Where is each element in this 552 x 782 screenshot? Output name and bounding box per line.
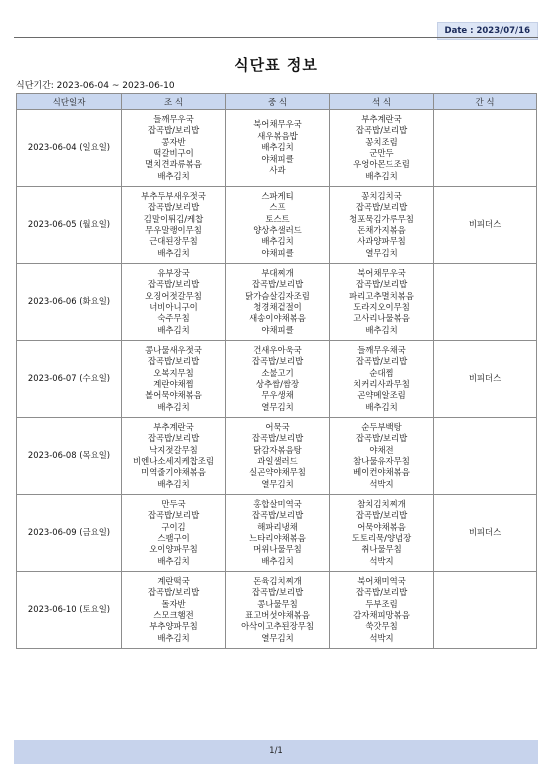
menu-item: 북어채무우국 — [253, 119, 302, 130]
breakfast-cell — [122, 264, 226, 341]
menu-item: 부추두부새우젓국 — [141, 190, 206, 201]
menu-item: 석박지 — [369, 478, 394, 489]
menu-item: 부추계란국 — [153, 421, 194, 432]
menu-item: 꽁치조림 — [365, 136, 398, 147]
menu-item: 곤약메알조림 — [357, 390, 406, 401]
column-header-dinner: 석 식 — [330, 94, 434, 110]
menu-item: 청경채겉절이 — [253, 302, 302, 312]
snack-cell: 비피더스 — [434, 495, 537, 572]
menu-item: 군만두 — [369, 148, 394, 158]
menu-item: 배추김치 — [157, 170, 190, 181]
breakfast-cell — [122, 495, 226, 572]
menu-item: 새송이야채볶음 — [249, 313, 306, 324]
page-number: 1/1 — [269, 746, 283, 756]
table-row — [17, 495, 537, 572]
menu-item: 배추김치 — [365, 401, 398, 412]
menu-item: 구이김 — [161, 521, 186, 532]
snack-cell — [434, 110, 537, 187]
menu-item: 두부조림 — [365, 598, 398, 609]
lunch-cell — [226, 341, 330, 418]
date-badge: Date : 2023/07/16 — [437, 22, 538, 40]
dinner-cell — [330, 110, 434, 187]
menu-item: 사과 — [269, 165, 286, 176]
table-row — [17, 187, 537, 264]
menu-item: 잡곡밥/보리밥 — [147, 202, 200, 213]
menu-item: 부추계란국 — [361, 113, 402, 124]
date-cell: 2023-06-08 (목요일) — [17, 418, 122, 495]
menu-item: 머위나물무침 — [253, 544, 302, 555]
menu-item: 야채피클 — [261, 247, 294, 258]
menu-item: 토스트 — [265, 213, 290, 224]
menu-item: 도토리묵/양념장 — [351, 533, 412, 543]
date-cell: 2023-06-07 (수요일) — [17, 341, 122, 418]
page-title: 식단표 정보 — [234, 56, 318, 74]
menu-item: 배추김치 — [157, 555, 190, 566]
menu-item: 잡곡밥/보리밥 — [251, 510, 304, 521]
menu-item: 오이양파무침 — [149, 544, 198, 555]
table-row — [17, 572, 537, 649]
menu-item: 잡곡밥/보리밥 — [147, 356, 200, 367]
menu-item: 취나물무침 — [361, 544, 402, 555]
menu-item: 도라지오이무침 — [353, 302, 410, 312]
menu-item: 무우말랭이무침 — [145, 225, 202, 235]
menu-item: 낙지젓갈무침 — [149, 444, 198, 455]
dinner-cell — [330, 572, 434, 649]
menu-item: 야채전 — [369, 444, 394, 455]
menu-item: 건새우아욱국 — [253, 344, 302, 355]
menu-item: 스팸구이 — [157, 533, 190, 543]
menu-item: 비엔나소세지케찹조림 — [133, 456, 214, 466]
menu-item: 콩자반 — [161, 136, 186, 147]
date-cell: 2023-06-09 (금요일) — [17, 495, 122, 572]
menu-item: 새우볶음밥 — [257, 130, 298, 141]
menu-item: 숙주무침 — [157, 313, 190, 324]
breakfast-cell — [122, 572, 226, 649]
menu-item: 감자채피망볶음 — [353, 610, 410, 620]
menu-item: 돌자반 — [161, 598, 186, 609]
menu-item: 잡곡밥/보리밥 — [147, 510, 200, 521]
menu-item: 배추김치 — [261, 142, 294, 153]
lunch-cell — [226, 110, 330, 187]
header-divider — [14, 37, 538, 38]
menu-item: 잡곡밥/보리밥 — [355, 356, 408, 367]
breakfast-cell — [122, 110, 226, 187]
table-row — [17, 418, 537, 495]
menu-item: 양상추샐러드 — [253, 225, 302, 235]
menu-item: 들깨무우채국 — [357, 344, 406, 355]
menu-item: 야채피클 — [261, 324, 294, 335]
snack-cell: 비피더스 — [434, 187, 537, 264]
snack-cell — [434, 572, 537, 649]
lunch-cell — [226, 187, 330, 264]
menu-item: 고사리나물볶음 — [353, 313, 410, 324]
menu-item: 배추김치 — [157, 478, 190, 489]
menu-item: 잡곡밥/보리밥 — [251, 587, 304, 598]
menu-item: 만두국 — [161, 498, 186, 509]
menu-item: 배추김치 — [261, 236, 294, 247]
column-header-lunch: 중 식 — [226, 94, 330, 110]
menu-item: 잡곡밥/보리밥 — [147, 433, 200, 444]
menu-item: 근대된장무침 — [149, 236, 198, 247]
snack-cell — [434, 418, 537, 495]
date-cell: 2023-06-06 (화요일) — [17, 264, 122, 341]
menu-item: 어묵국 — [265, 421, 290, 432]
table-row — [17, 110, 537, 187]
lunch-cell — [226, 418, 330, 495]
menu-item: 콩나물무침 — [257, 598, 298, 609]
menu-item: 열무김치 — [261, 632, 294, 643]
menu-item: 잡곡밥/보리밥 — [355, 587, 408, 598]
menu-item: 쑥갓무침 — [365, 621, 398, 632]
menu-table — [16, 93, 537, 649]
menu-item: 스파게티 — [261, 190, 294, 201]
menu-item: 배추김치 — [157, 401, 190, 412]
menu-item: 사과양파무침 — [357, 236, 406, 247]
menu-item: 치커리사과무침 — [353, 379, 410, 389]
menu-item: 참치김치찌개 — [357, 498, 406, 509]
date-cell: 2023-06-05 (월요일) — [17, 187, 122, 264]
menu-item: 돈육김치찌개 — [253, 575, 302, 586]
menu-item: 잡곡밥/보리밥 — [355, 510, 408, 521]
menu-item: 부대찌개 — [261, 267, 294, 278]
menu-item: 배추김치 — [157, 247, 190, 258]
column-header-date: 식단일자 — [17, 94, 122, 110]
menu-item: 스프 — [269, 202, 286, 213]
menu-item: 순대찜 — [369, 367, 394, 378]
menu-item: 북어채미역국 — [357, 575, 406, 586]
menu-item: 볼어묵야채볶음 — [145, 390, 202, 401]
menu-table-body — [17, 110, 537, 649]
dinner-cell — [330, 495, 434, 572]
menu-item: 우엉아몬드조림 — [353, 159, 410, 170]
menu-item: 석박지 — [369, 555, 394, 566]
menu-item: 콩나물새우젓국 — [145, 344, 202, 355]
menu-item: 배추김치 — [365, 324, 398, 335]
column-header-snack: 간 식 — [434, 94, 537, 110]
breakfast-cell — [122, 341, 226, 418]
dinner-cell — [330, 418, 434, 495]
breakfast-cell — [122, 187, 226, 264]
menu-item: 돈채가지볶음 — [357, 225, 406, 235]
menu-item: 느타리야채볶음 — [249, 533, 306, 543]
dinner-cell — [330, 264, 434, 341]
snack-cell: 비피더스 — [434, 341, 537, 418]
menu-item: 베이컨야채볶음 — [353, 467, 410, 478]
menu-item: 파리고추멸치볶음 — [349, 290, 414, 301]
menu-item: 잡곡밥/보리밥 — [355, 125, 408, 136]
lunch-cell — [226, 264, 330, 341]
menu-item: 배추김치 — [365, 170, 398, 181]
menu-item: 닭가슴살김자조림 — [245, 290, 310, 301]
menu-item: 야채피클 — [261, 153, 294, 164]
menu-item: 잡곡밥/보리밥 — [147, 279, 200, 290]
table-row — [17, 341, 537, 418]
menu-item: 멸치견과류볶음 — [145, 159, 202, 170]
menu-item: 순두부백탕 — [361, 421, 402, 432]
menu-item: 떡갈비구이 — [153, 148, 194, 158]
menu-item: 부추양파무침 — [149, 621, 198, 632]
menu-item: 계란야채찜 — [153, 379, 194, 389]
menu-item: 아삭이고추된장무침 — [241, 621, 314, 632]
menu-item: 잡곡밥/보리밥 — [355, 433, 408, 444]
menu-item: 무우생채 — [261, 390, 294, 401]
menu-item: 잡곡밥/보리밥 — [251, 433, 304, 444]
menu-item: 열무김치 — [365, 247, 398, 258]
menu-item: 열무김치 — [261, 401, 294, 412]
lunch-cell — [226, 495, 330, 572]
dinner-cell — [330, 341, 434, 418]
menu-item: 청포묵김가루무침 — [349, 213, 414, 224]
breakfast-cell — [122, 418, 226, 495]
menu-item: 배추김치 — [157, 324, 190, 335]
menu-period: 식단기간: 2023-06-04 ~ 2023-06-10 — [16, 81, 175, 91]
lunch-cell — [226, 572, 330, 649]
menu-item: 들깨무우국 — [153, 113, 194, 124]
menu-item: 홍합살미역국 — [253, 498, 302, 509]
date-cell: 2023-06-10 (토요일) — [17, 572, 122, 649]
column-header-breakfast: 조 식 — [122, 94, 226, 110]
menu-item: 오징어젓갈무침 — [145, 290, 202, 301]
menu-item: 실곤약야채무침 — [249, 467, 306, 478]
menu-item: 잡곡밥/보리밥 — [355, 279, 408, 290]
menu-item: 참나물유자무침 — [353, 456, 410, 466]
menu-item: 상추쌈/쌈장 — [255, 379, 300, 389]
menu-item: 계란떡국 — [157, 575, 190, 586]
menu-item: 미역줄기야채볶음 — [141, 467, 206, 478]
menu-item: 김말이튀김/케찹 — [143, 213, 204, 224]
menu-item: 과일샐러드 — [257, 456, 298, 466]
menu-item: 배추김치 — [261, 555, 294, 566]
menu-item: 석박지 — [369, 632, 394, 643]
menu-item: 잡곡밥/보리밥 — [147, 125, 200, 136]
menu-item: 너비아니구이 — [149, 302, 198, 312]
menu-item: 꽁치김치국 — [361, 190, 402, 201]
menu-item: 소불고기 — [261, 367, 294, 378]
menu-item: 오복지무침 — [153, 367, 194, 378]
menu-item: 잡곡밥/보리밥 — [147, 587, 200, 598]
menu-item: 닭감자볶음탕 — [253, 444, 302, 455]
table-row — [17, 264, 537, 341]
menu-item: 배추김치 — [157, 632, 190, 643]
menu-item: 잡곡밥/보리밥 — [251, 279, 304, 290]
menu-item: 해파리냉채 — [257, 521, 298, 532]
menu-item: 어묵야채볶음 — [357, 521, 406, 532]
menu-item: 표고버섯야채볶음 — [245, 610, 310, 620]
menu-item: 잡곡밥/보리밥 — [355, 202, 408, 213]
date-cell: 2023-06-04 (일요일) — [17, 110, 122, 187]
dinner-cell — [330, 187, 434, 264]
menu-item: 북어채무우국 — [357, 267, 406, 278]
menu-item: 유부장국 — [157, 267, 190, 278]
table-header-row — [17, 94, 537, 110]
menu-item: 잡곡밥/보리밥 — [251, 356, 304, 367]
menu-item: 스모크햄전 — [153, 610, 194, 620]
snack-cell — [434, 264, 537, 341]
menu-item: 열무김치 — [261, 478, 294, 489]
